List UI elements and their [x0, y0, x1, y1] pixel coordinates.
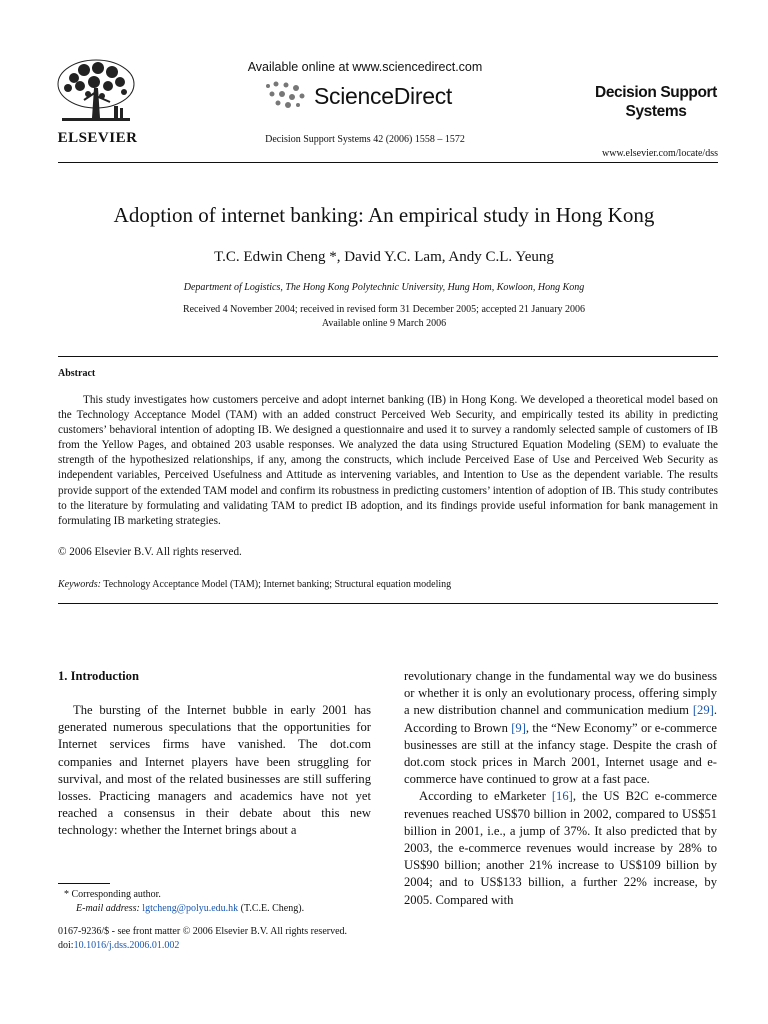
- header-divider: [58, 162, 718, 163]
- doi-prefix: doi:: [58, 940, 74, 951]
- right-column: [404, 668, 717, 909]
- email-link[interactable]: lgtcheng@polyu.edu.hk: [142, 903, 239, 914]
- abstract-bottom-divider: [58, 603, 718, 604]
- citation-link-29[interactable]: [29]: [692, 703, 714, 718]
- paper-title: Adoption of internet banking: An empirical study in Hong Kong: [113, 203, 655, 227]
- left-column: [58, 702, 371, 840]
- journal-citation: Decision Support Systems 42 (2006) 1558 – 1572: [265, 134, 465, 145]
- text-run: revolutionary change in the fundamental way we do business or whether it is only an evolutionary process, offering simply a new distribution channel and communication medium: [404, 669, 717, 718]
- text-run: , the “New Economy” or e-commerce businesses are still at the infancy stage. Despite the crash of dot.com stock prices in March 2001, Internet usage and e-commerce have continued to grow at a fast pace.: [404, 720, 718, 787]
- abstract-heading: Abstract: [58, 368, 96, 379]
- section-heading-introduction: 1. Introduction: [58, 669, 139, 683]
- abstract-text: This study investigates how customers perceive and adopt internet banking (IB) in Hong Kong. We developed a theoretical model based on the Technology Acceptance Model (TAM) with an added construct Perceived Web Security, and empirically tested its ability in predicting customers’ behavioral intention of adopting IB. We designed a questionnaire and used it to survey a randomly selected sample of customers of IB from the Yellow Pages, and obtained 203 usable responses. We analyzed the data using Structured Equation Modeling (SEM) to evaluate the strength of the hypothesized relationships, if any, among the constructs, which include Perceived Ease of Use and Perceived Web Security as independent variables, Perceived Usefulness and Attitude as intervening variables, and Intention to Use as the dependent variable. The results provide support of the extended TAM model and confirm its robustness in predicting customers’ intention of adoption of IB. This study contributes to the literature by formulating and validating TAM to predict IB adoption, and its findings provide useful information for bank management in formulating IB marketing strategies.: [58, 394, 718, 527]
- citation-link-9[interactable]: [9]: [511, 720, 526, 735]
- publisher-name: ELSEVIER: [57, 130, 138, 146]
- doi-line: [58, 940, 179, 951]
- paper-received-dates: Received 4 November 2004; received in revised form 31 December 2005; accepted 21 January 2006: [182, 304, 586, 315]
- text-run: . According to Brown: [404, 703, 717, 735]
- keywords-label: Keywords:: [58, 579, 101, 590]
- footnote-email: [76, 903, 304, 914]
- sciencedirect-wordmark: ScienceDirect: [314, 83, 452, 109]
- email-label: E-mail address:: [76, 903, 140, 914]
- intro-paragraph-2: [404, 788, 717, 908]
- intro-paragraph-continued: [404, 668, 717, 788]
- footnote-divider: [58, 883, 110, 884]
- citation-link-16[interactable]: [16]: [551, 789, 573, 804]
- keywords-text: Technology Acceptance Model (TAM); Internet banking; Structural equation modeling: [103, 579, 452, 590]
- journal-url-link[interactable]: www.elsevier.com/locate/dss: [602, 148, 718, 159]
- email-owner: (T.C.E. Cheng).: [238, 903, 305, 914]
- keywords-line: [58, 579, 718, 590]
- journal-title: [586, 83, 726, 121]
- sciencedirect-logo[interactable]: [262, 80, 482, 114]
- abstract-top-divider: [58, 356, 718, 357]
- abstract-copyright: © 2006 Elsevier B.V. All rights reserved.: [58, 546, 242, 558]
- text-run: According to eMarketer: [419, 789, 552, 804]
- available-online-text[interactable]: Available online at www.sciencedirect.com: [247, 60, 483, 74]
- paper-authors: T.C. Edwin Cheng *, David Y.C. Lam, Andy C.L. Yeung: [214, 249, 554, 265]
- journal-title-line1: Decision Support: [595, 84, 717, 101]
- text-run: , the US B2C e-commerce revenues reached US$70 billion in 2002, compared to US$51 billion in 2001, i.e., a jump of 37%. It also predicted that by 2003, the e-commerce revenues would increase by 28% to US$90 billion; another 21% increase to US$109 billion by 2004; and to US$133 billion, a further 22% increase, by 2005. Compared with: [404, 789, 717, 907]
- paper-affiliation: Department of Logistics, The Hong Kong Polytechnic University, Hung Hom, Kowloon, Hong Kong: [183, 282, 585, 293]
- journal-title-line2: Systems: [625, 103, 687, 120]
- doi-link[interactable]: 10.1016/j.dss.2006.01.002: [73, 940, 180, 951]
- footnote-corresponding-author: * Corresponding author.: [64, 889, 161, 900]
- sciencedirect-dots-icon: [262, 80, 310, 110]
- abstract-body: [58, 393, 718, 529]
- paper-available-date: Available online 9 March 2006: [321, 318, 447, 329]
- front-matter-line: 0167-9236/$ - see front matter © 2006 Elsevier B.V. All rights reserved.: [58, 926, 348, 937]
- intro-paragraph-1: The bursting of the Internet bubble in early 2001 has generated numerous speculations that the opportunities for Internet services firms have vanished. The dot.com companies and Internet players have been struggling for survival, and most of the related businesses are still suffering losses. Practicing managers and academics have not yet reached a consensus in their debate about this new technology: whether the Internet brings about a: [58, 703, 371, 838]
